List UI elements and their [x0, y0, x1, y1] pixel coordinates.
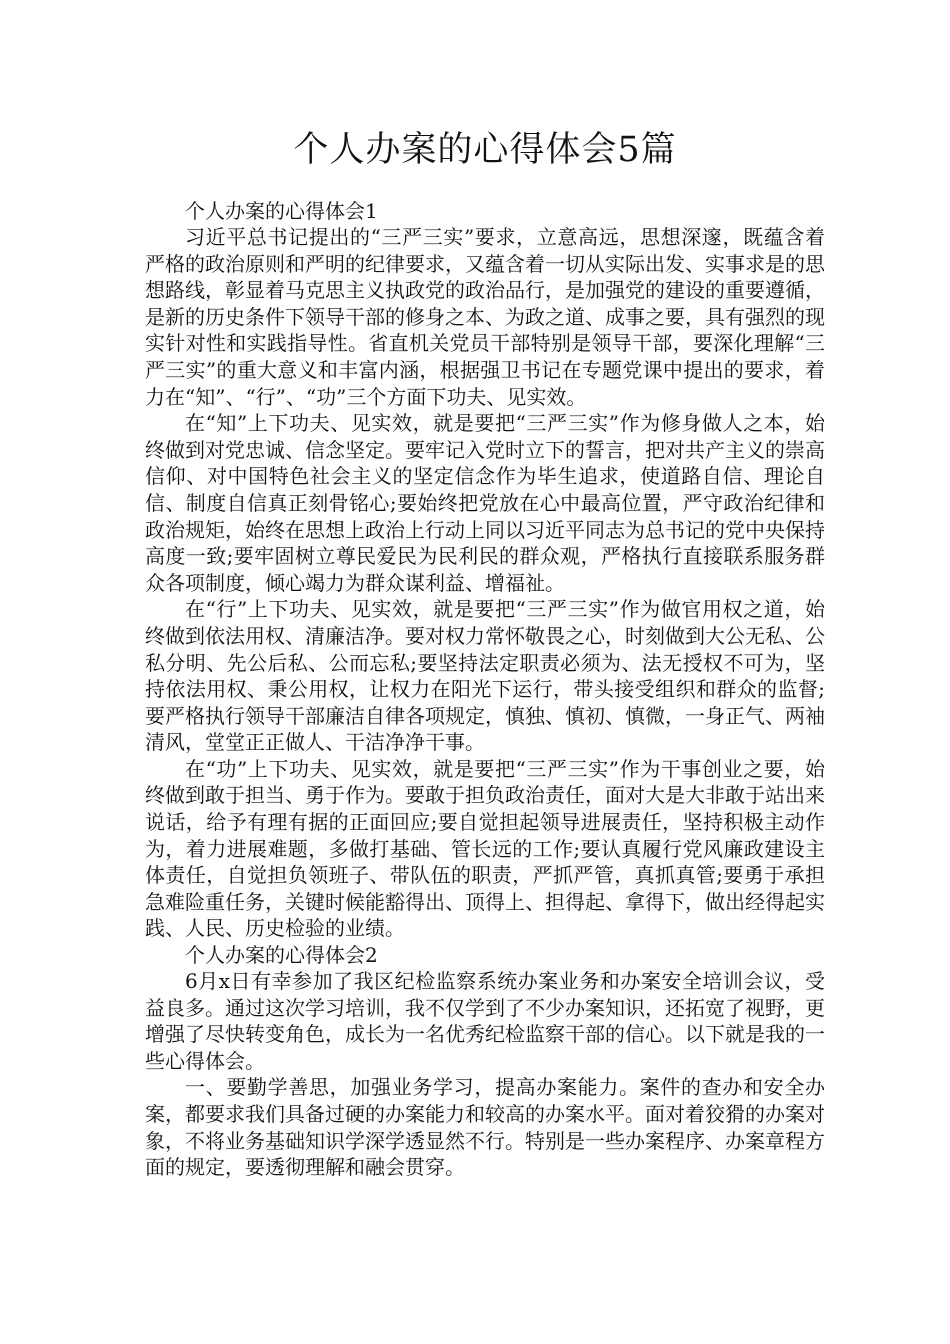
- section-heading: 个人办案的心得体会1: [185, 199, 378, 223]
- paragraph: 在“知”上下功夫、见实效，就是要把“三严三实”作为修身做人之本，始终做到对党忠诚、信念坚定。要牢记入党时立下的誓言，把对共产主义的崇高信仰、对中国特色社会主义的坚定信念作为毕生追求，使道路自信、理论自信、制度自信真正刻骨铭心;要始终把党放在心中最高位置，严守政治纪律和政治规矩，始终在思想上政治上行动上同以习近平同志为总书记的党中央保持高度一致;要牢固树立尊民爱民为民利民的群众观，严格执行直接联系服务群众各项制度，倾心竭力为群众谋利益、增福祉。: [145, 411, 825, 595]
- section-2: [145, 942, 825, 1181]
- paragraph: 在“行”上下功夫、见实效，就是要把“三严三实”作为做官用权之道，始终做到依法用权、清廉洁净。要对权力常怀敬畏之心，时刻做到大公无私、公私分明、先公后私、公而忘私;要坚持法定职责必须为、法无授权不可为，坚持依法用权、秉公用权，让权力在阳光下运行，带头接受组织和群众的监督;要严格执行领导干部廉洁自律各项规定，慎独、慎初、慎微，一身正气、两袖清风，堂堂正正做人、干洁净净干事。: [145, 597, 825, 755]
- document-title: 个人办案的心得体会5篇: [293, 130, 677, 170]
- paragraph: 一、要勤学善思，加强业务学习，提高办案能力。案件的查办和安全办案，都要求我们具备过硬的办案能力和较高的办案水平。面对着狡猾的办案对象，不将业务基础知识学深学透显然不行。特别是一些办案程序、办案章程方面的规定，要透彻理解和融会贯穿。: [145, 1075, 825, 1180]
- paragraph: 习近平总书记提出的“三严三实”要求，立意高远，思想深邃，既蕴含着严格的政治原则和严明的纪律要求，又蕴含着一切从实际出发、实事求是的思想路线，彰显着马克思主义执政党的政治品行，是加强党的建设的重要遵循，是新的历史条件下领导干部的修身之本、为政之道、成事之要，具有强烈的现实针对性和实践指导性。省直机关党员干部特别是领导干部，要深化理解“三严三实”的重大意义和丰富内涵，根据强卫书记在专题党课中提出的要求，着力在“知”、“行”、“功”三个方面下功夫、见实效。: [145, 225, 825, 409]
- document-page: [145, 120, 825, 1181]
- paragraph: 在“功”上下功夫、见实效，就是要把“三严三实”作为干事创业之要，始终做到敢于担当、勇于作为。要敢于担负政治责任，面对大是大非敢于站出来说话，给予有理有据的正面回应;要自觉担起领导进展责任，坚持积极主动作为，着力进展难题，多做打基础、管长远的工作;要认真履行党风廉政建设主体责任，自觉担负领班子、带队伍的职责，严抓严管，真抓真管;要勇于承担急难险重任务，关键时候能豁得出、顶得上、担得起、拿得下，做出经得起实践、人民、历史检验的业绩。: [145, 756, 825, 941]
- section-1: [145, 198, 825, 942]
- section-heading: 个人办案的心得体会2: [185, 943, 378, 968]
- paragraph: 6月x日有幸参加了我区纪检监察系统办案业务和办案安全培训会议，受益良多。通过这次学习培训，我不仅学到了不少办案知识，还拓宽了视野，更增强了尽快转变角色，成长为一名优秀纪检监察干部的信心。以下就是我的一些心得体会。: [145, 969, 825, 1073]
